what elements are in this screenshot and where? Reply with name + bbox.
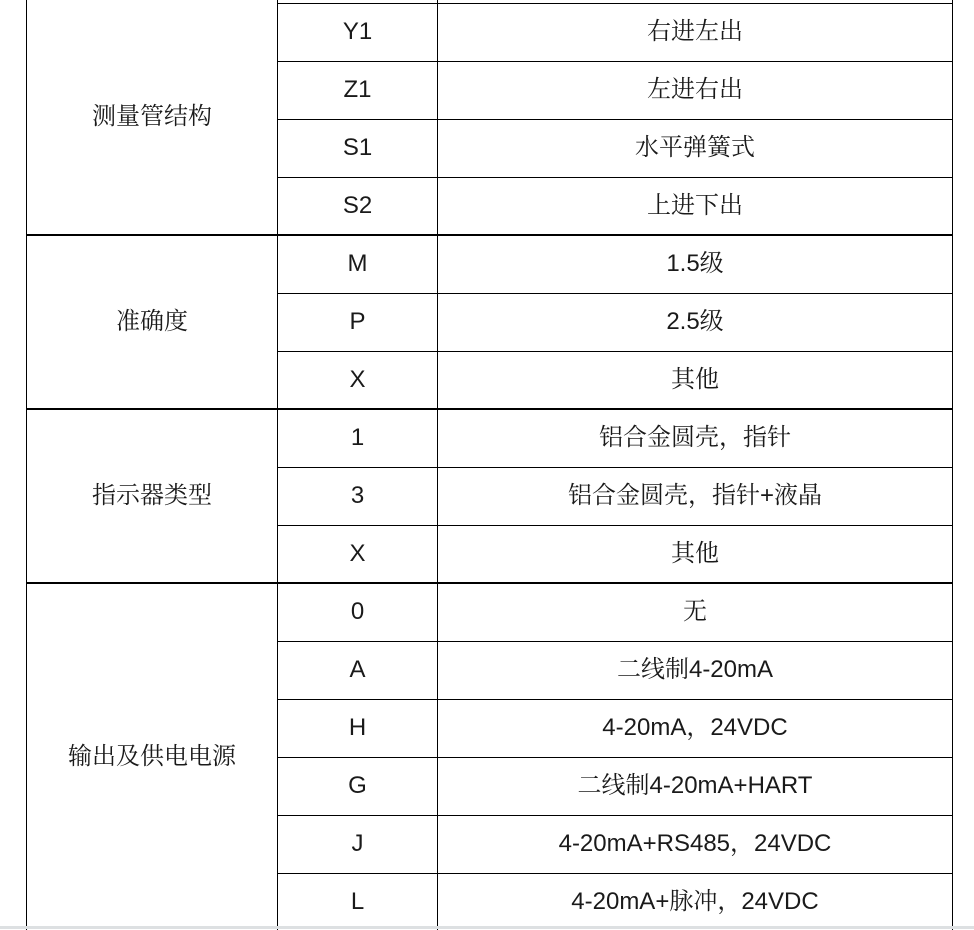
spec-table — [26, 0, 953, 930]
description-cell: 左进右出 — [438, 61, 953, 119]
ordering-code-table — [26, 0, 953, 930]
code-cell: X — [278, 351, 438, 409]
table-row — [27, 409, 953, 467]
code-cell: J — [278, 815, 438, 873]
category-cell-indicator-type — [27, 409, 278, 583]
description-cell: 上进下出 — [438, 177, 953, 235]
category-label: 准确度 — [116, 307, 188, 335]
category-cell-tube-structure — [27, 0, 278, 235]
description-cell: 其他 — [438, 525, 953, 583]
code-cell: 3 — [278, 467, 438, 525]
description-cell: 4-20mA+RS485，24VDC — [438, 815, 953, 873]
description-cell: 1.5级 — [438, 235, 953, 293]
code-cell: G — [278, 757, 438, 815]
description-cell: 二线制4-20mA — [438, 641, 953, 699]
code-cell: S1 — [278, 119, 438, 177]
table-row — [27, 583, 953, 641]
code-cell: X — [278, 525, 438, 583]
code-cell: 0 — [278, 583, 438, 641]
description-cell: 无 — [438, 583, 953, 641]
description-cell: 铝合金圆壳，指针 — [438, 409, 953, 467]
code-cell: S2 — [278, 177, 438, 235]
code-cell: L — [278, 873, 438, 930]
code-cell: Y1 — [278, 3, 438, 61]
category-label: 指示器类型 — [92, 481, 212, 509]
category-cell-output-power — [27, 583, 278, 930]
description-cell: 二线制4-20mA+HART — [438, 757, 953, 815]
description-cell: 水平弹簧式 — [438, 119, 953, 177]
category-cell-accuracy — [27, 235, 278, 409]
code-cell: 1 — [278, 409, 438, 467]
description-cell: 铝合金圆壳，指针+液晶 — [438, 467, 953, 525]
description-cell: 2.5级 — [438, 293, 953, 351]
description-cell: 右进左出 — [438, 3, 953, 61]
table-row — [27, 235, 953, 293]
code-cell: H — [278, 699, 438, 757]
code-cell: P — [278, 293, 438, 351]
code-cell: A — [278, 641, 438, 699]
code-cell: M — [278, 235, 438, 293]
code-cell: Z1 — [278, 61, 438, 119]
category-label: 输出及供电电源 — [68, 743, 236, 771]
category-label: 测量管结构 — [92, 102, 212, 130]
bottom-divider — [0, 926, 974, 929]
description-cell: 4-20mA，24VDC — [438, 699, 953, 757]
description-cell: 4-20mA+脉冲，24VDC — [438, 873, 953, 930]
description-cell: 其他 — [438, 351, 953, 409]
